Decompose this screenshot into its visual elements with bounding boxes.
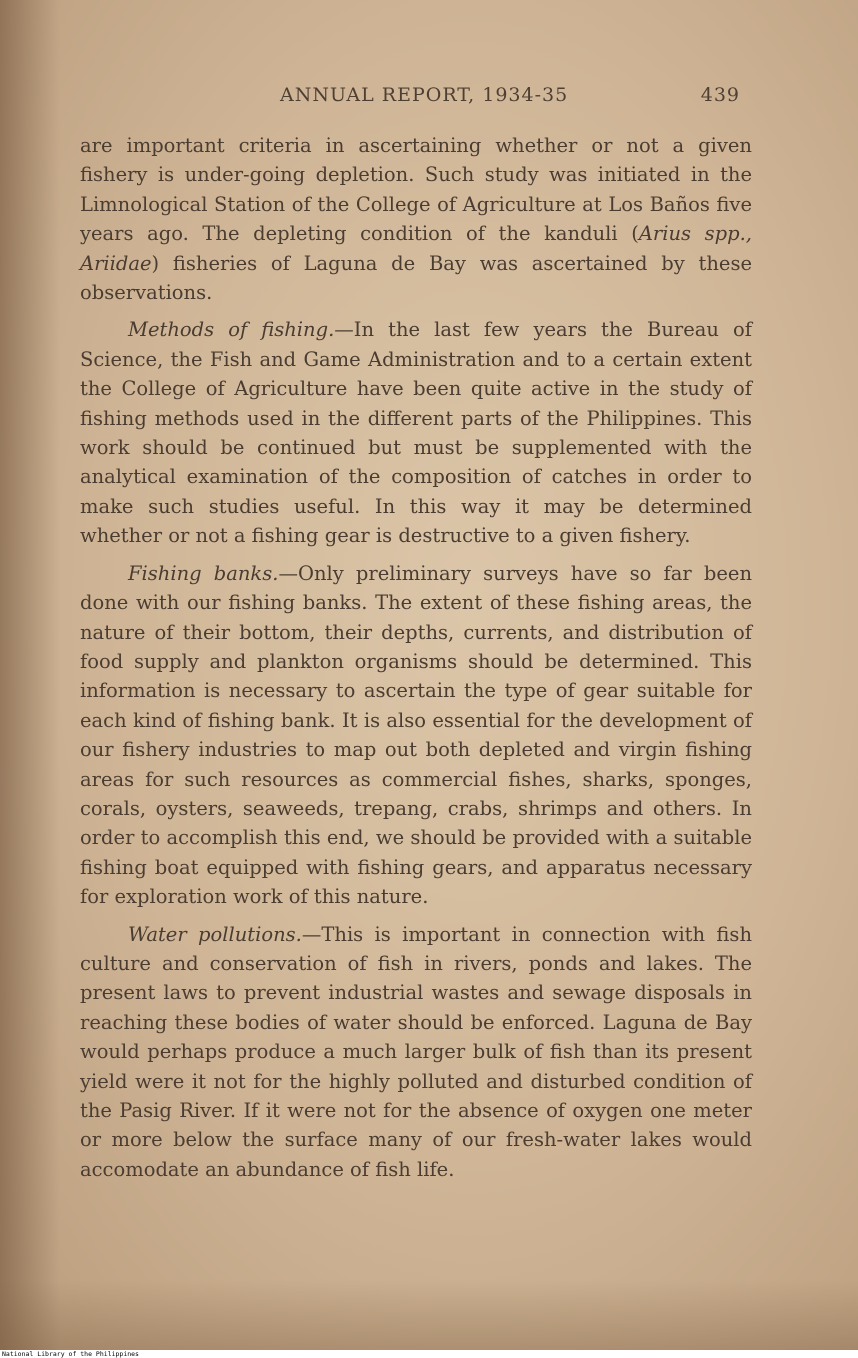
paragraph-1-text-b: ) fisheries of Laguna de Bay was ascertained by these observations. (80, 251, 752, 305)
paragraph-continuation (80, 131, 752, 307)
heading-fishing-banks: Fishing banks. (128, 561, 279, 585)
page-shadow-bottom (0, 1280, 858, 1350)
body-methods-of-fishing: —In the last few years the Bureau of Science, the Fish and Game Administration and to a certain extent the College of Agriculture have been quite active in the study of fishing methods used in the different parts of the Philippines. This work should be continued but must be supplemented with the analytical examination of the composition of catches in order to make such studies useful. In this way it may be determined whether or not a fishing gear is destructive to a given fishery. (80, 318, 752, 548)
paragraph-methods-of-fishing (80, 315, 752, 550)
heading-water-pollutions: Water pollutions. (128, 922, 302, 946)
page-shadow-left (0, 0, 60, 1350)
body-water-pollutions: —This is important in connection with fish culture and conservation of fish in rivers, ponds and lakes. The present laws to prevent industrial wastes and sewage disposals in reaching these bodies of water should be enforced. Laguna de Bay would perhaps produce a much larger bulk of fish than its present yield were it not for the highly polluted and disturbed condition of the Pasig River. If it were not for the absence of oxygen one meter or more below the surface many of our fresh-water lakes would accomodate an abundance of fish life. (80, 922, 752, 1181)
heading-methods-of-fishing: Methods of fishing. (128, 318, 335, 342)
species-name: Arius spp., Ariidae (80, 222, 752, 275)
body-text (80, 131, 752, 1192)
running-header (80, 84, 740, 112)
header-title: ANNUAL REPORT, 1934-35 (280, 84, 569, 106)
paragraph-water-pollutions (80, 920, 752, 1185)
body-fishing-banks: —Only preliminary surveys have so far been done with our fishing banks. The extent of these fishing areas, the nature of their bottom, their depths, currents, and distribution of food supply and plankton organisms should be determined. This information is necessary to ascertain the type of gear suitable for each kind of fishing bank. It is also essential for the development of our fishery industries to map out both depleted and virgin fishing areas for such resources as commercial fishes, sharks, sponges, corals, oysters, seaweeds, trepang, crabs, shrimps and others. In order to accomplish this end, we should be provided with a suitable fishing boat equipped with fishing gears, and apparatus necessary for exploration work of this nature. (80, 561, 752, 909)
library-credit: National Library of the Philippines (2, 1350, 139, 1358)
page-number: 439 (700, 84, 740, 106)
paragraph-fishing-banks (80, 559, 752, 912)
paragraph-1-text-a: are important criteria in ascertaining whether or not a given fishery is under-going depletion. Such study was initiated in the Limnological Station of the College of Agriculture at Los Baños five years ago. The depleting condition of the kanduli ( (80, 134, 752, 246)
